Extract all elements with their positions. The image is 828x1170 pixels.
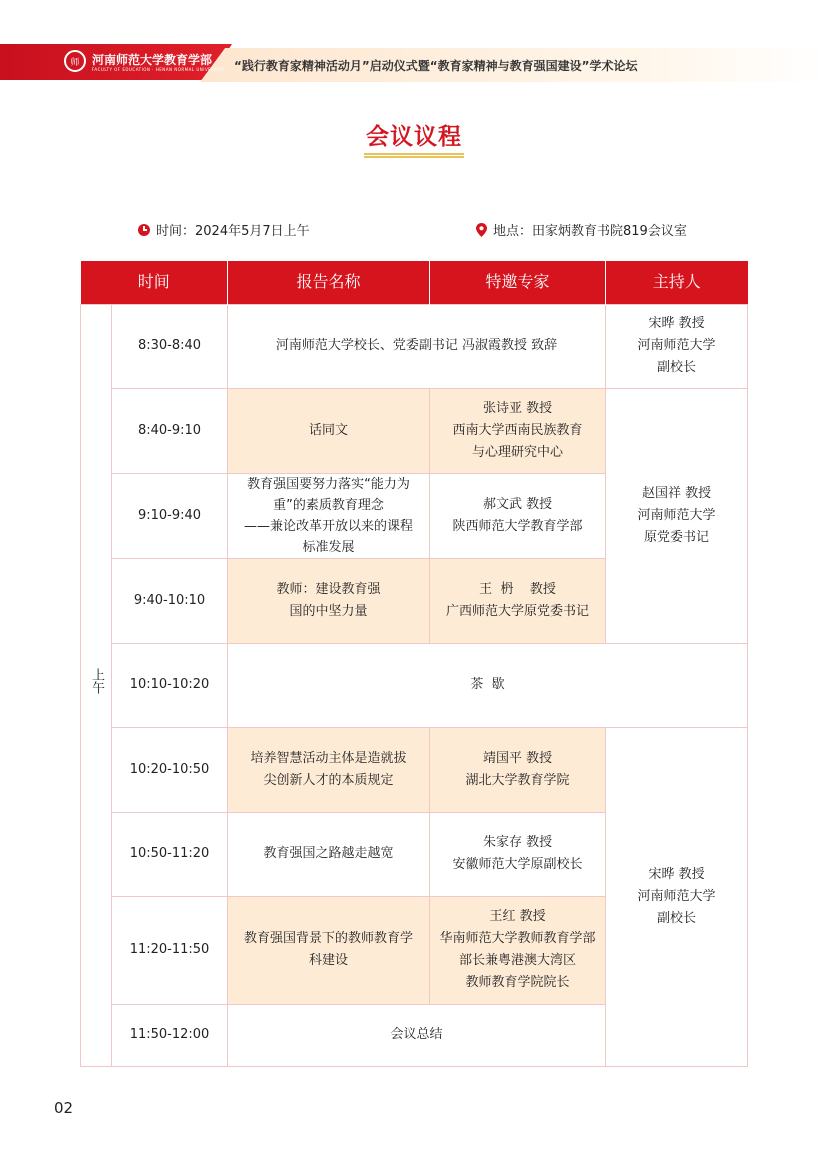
host-cell <box>606 727 748 1066</box>
title-line: 话同文 <box>309 422 349 438</box>
title-underline <box>364 153 464 155</box>
expert-line: 王红 教授 <box>489 909 546 924</box>
university-logo-icon: 师 <box>64 50 86 72</box>
title-line: 教育强国背景下的教师教育学 <box>244 931 414 946</box>
page-number: 02 <box>54 1099 74 1117</box>
title-line: 培养智慧活动主体是造就拔 <box>250 750 407 766</box>
merged-cell: 会议总结 <box>228 1004 606 1066</box>
meeting-time-text: 时间：2024年5月7日上午 <box>156 224 310 239</box>
title-line: 尖创新人才的本质规定 <box>263 772 394 788</box>
time-cell: 10:50-11:20 <box>112 812 228 896</box>
title-cell <box>228 388 430 473</box>
table-row <box>81 304 748 388</box>
expert-cell <box>430 896 606 1004</box>
meeting-time <box>138 220 310 239</box>
title-cell <box>228 727 430 812</box>
time-cell: 11:20-11:50 <box>112 896 228 1004</box>
expert-line: 教师教育学院院长 <box>465 975 570 990</box>
header-expert: 特邀专家 <box>430 261 606 304</box>
time-cell: 11:50-12:00 <box>112 1004 228 1066</box>
host-line: 赵国祥 教授 <box>641 485 712 501</box>
title-line: 教育强国之路越走越宽 <box>263 846 394 861</box>
expert-cell <box>430 812 606 896</box>
header-host: 主持人 <box>606 261 748 304</box>
expert-cell <box>430 558 606 643</box>
time-cell: 9:10-9:40 <box>112 473 228 558</box>
title-cell <box>228 812 430 896</box>
host-line: 原党委书记 <box>644 529 710 545</box>
title-line: 标准发展 <box>302 539 355 555</box>
expert-line: 陕西师范大学教育学部 <box>452 518 583 534</box>
table-row <box>81 727 748 812</box>
merged-cell: 河南师范大学校长、党委副书记 冯淑霞教授 致辞 <box>228 304 606 388</box>
title-line: 教师：建设教育强 <box>276 581 381 597</box>
title-underline <box>364 156 464 158</box>
host-line: 副校长 <box>657 910 697 926</box>
time-cell: 8:30-8:40 <box>112 304 228 388</box>
host-line: 河南师范大学 <box>637 888 716 904</box>
host-line: 河南师范大学 <box>637 338 716 353</box>
period-cell <box>81 304 112 1066</box>
event-title: “践行教育家精神活动月”启动仪式暨“教育家精神与教育强国建设”学术论坛 <box>234 59 638 73</box>
merged-cell: 茶 歇 <box>228 643 748 727</box>
host-line: 副校长 <box>657 360 697 375</box>
clock-icon <box>138 224 150 236</box>
expert-line: 与心理研究中心 <box>472 444 564 460</box>
expert-line: 广西师范大学原党委书记 <box>446 603 590 619</box>
title-line: 重”的素质教育理念 <box>273 497 384 513</box>
time-cell: 8:40-9:10 <box>112 388 228 473</box>
title-line: 教育强国要努力落实“能力为 <box>247 476 410 492</box>
expert-line: 王 枬 教授 <box>479 581 556 597</box>
title-line: 国的中坚力量 <box>289 603 368 619</box>
logo-name: 河南师范大学教育学部 <box>92 53 213 67</box>
host-cell <box>606 304 748 388</box>
expert-line: 郝文武 教授 <box>482 496 553 512</box>
title-cell <box>228 558 430 643</box>
logo-subtitle: FACULTY OF EDUCATION · HENAN NORMAL UNIVERSITY <box>92 67 226 72</box>
title-line: ——兼论改革开放以来的课程 <box>244 518 414 534</box>
header-banner <box>0 44 828 82</box>
period-label: 上午 <box>89 668 104 694</box>
table-row <box>81 643 748 727</box>
page-title: 会议议程 <box>366 124 462 150</box>
header-time: 时间 <box>81 261 228 304</box>
host-line: 河南师范大学 <box>637 507 716 523</box>
expert-line: 安徽师范大学原副校长 <box>452 857 583 872</box>
expert-line: 张诗亚 教授 <box>482 400 553 416</box>
time-cell: 10:10-10:20 <box>112 643 228 727</box>
expert-line: 靖国平 教授 <box>482 750 553 766</box>
meeting-place <box>476 220 687 239</box>
title-cell <box>228 896 430 1004</box>
expert-line: 朱家存 教授 <box>482 835 553 850</box>
table-header-row <box>81 261 748 304</box>
meeting-place-text: 地点：田家炳教育书院819会议室 <box>493 224 687 239</box>
time-cell: 9:40-10:10 <box>112 558 228 643</box>
title-cell <box>228 473 430 558</box>
expert-line: 西南大学西南民族教育 <box>452 422 583 438</box>
title-line: 科建设 <box>309 953 349 968</box>
time-cell: 10:20-10:50 <box>112 727 228 812</box>
host-line: 宋晔 教授 <box>648 316 705 331</box>
host-cell <box>606 388 748 643</box>
expert-cell <box>430 727 606 812</box>
expert-line: 华南师范大学教师教育学部 <box>439 931 596 946</box>
expert-line: 部长兼粤港澳大湾区 <box>459 953 577 968</box>
host-line: 宋晔 教授 <box>648 866 705 882</box>
location-pin-icon <box>476 223 487 237</box>
expert-line: 湖北大学教育学院 <box>465 772 570 788</box>
agenda-table <box>80 261 748 1067</box>
expert-cell <box>430 388 606 473</box>
header-title: 报告名称 <box>228 261 430 304</box>
expert-cell <box>430 473 606 558</box>
table-row <box>81 388 748 473</box>
